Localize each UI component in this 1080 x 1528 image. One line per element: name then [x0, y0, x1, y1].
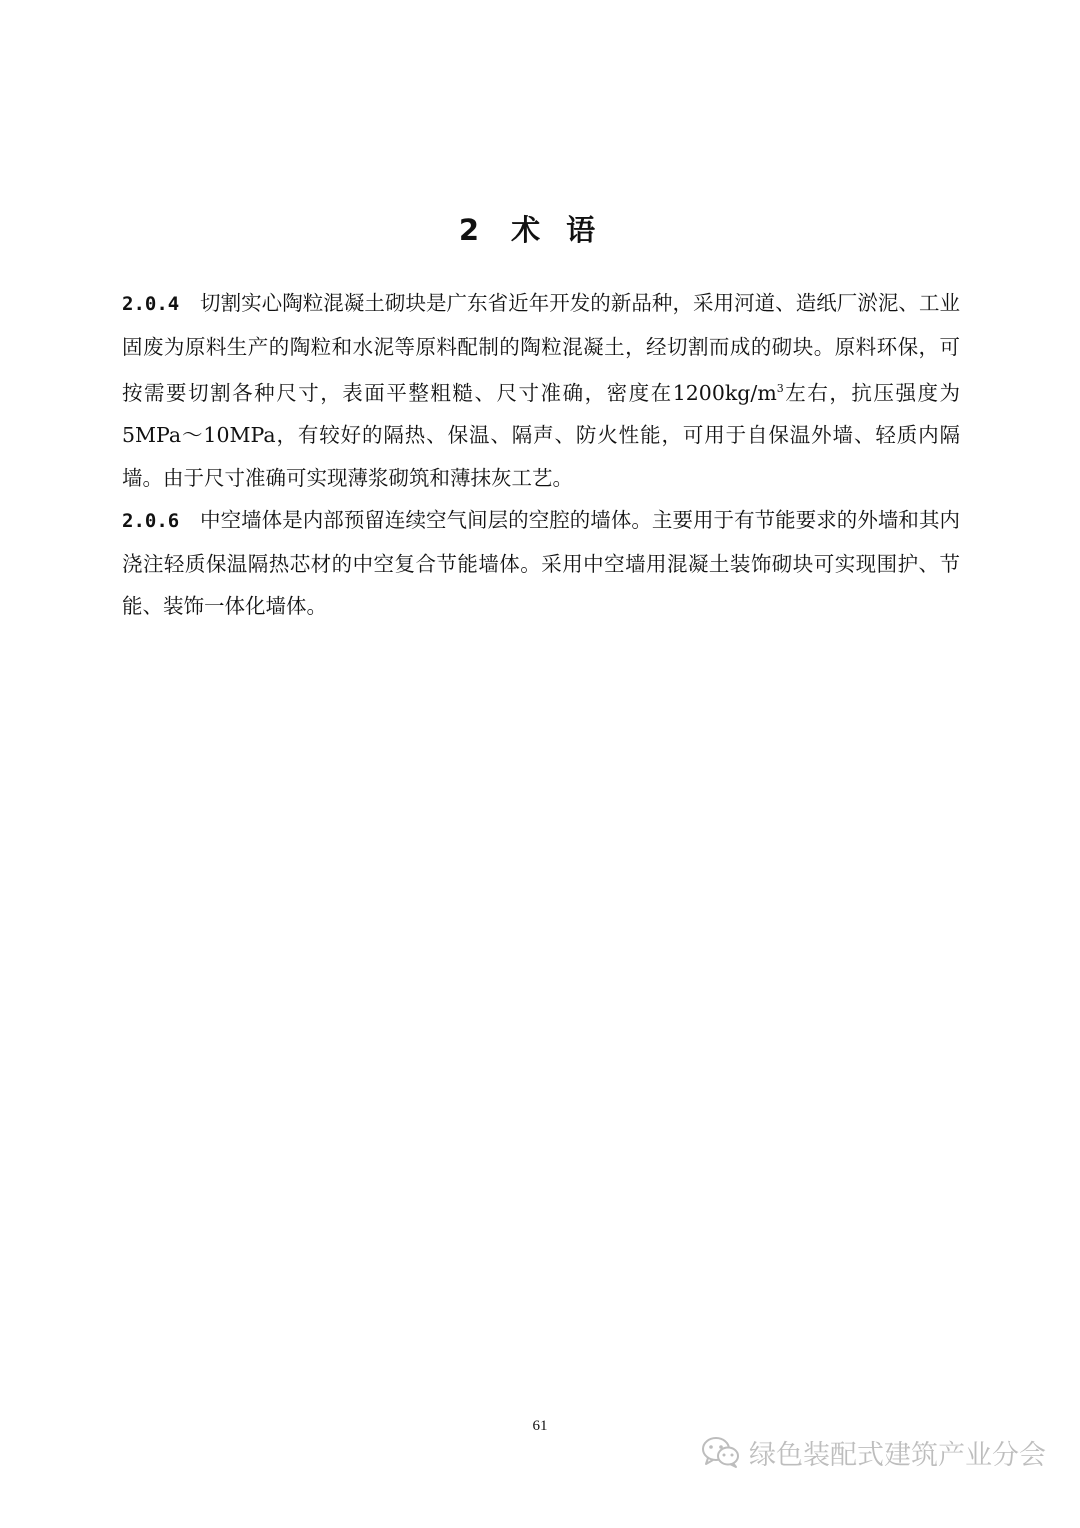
section-number: 2: [458, 213, 488, 247]
clause-2-0-6: [122, 499, 960, 628]
page-title: [0, 208, 1080, 252]
superscript: 3: [776, 382, 784, 395]
clause-number: 2.0.4: [122, 293, 180, 315]
clause-2-0-4: [122, 282, 960, 499]
wechat-icon: [701, 1435, 741, 1469]
clause-list: [122, 282, 960, 628]
clause-text-continued: 左右，抗压强度为5MPa～10MPa，有较好的隔热、保温、隔声、防火性能，可用于自保温外墙、轻质内隔墙。由于尺寸准确可实现薄浆砌筑和薄抹灰工艺。: [122, 380, 961, 490]
watermark: [701, 1430, 1046, 1474]
watermark-text: 绿色装配式建筑产业分会: [749, 1439, 1046, 1471]
clause-text: 中空墙体是内部预留连续空气间层的空腔的墙体。主要用于有节能要求的外墙和其内浇注轻质保温隔热芯材的中空复合节能墙体。采用中空墙用混凝土装饰砌块可实现围护、节能、装饰一体化墙体。: [122, 508, 960, 619]
section-title: 术语: [511, 213, 622, 247]
clause-number: 2.0.6: [122, 510, 180, 533]
page-number: 61: [532, 1418, 548, 1434]
clause-text: 切割实心陶粒混凝土砌块是广东省近年开发的新品种，采用河道、造纸厂淤泥、工业固废为原料生产的陶粒和水泥等原料配制的陶粒混凝土，经切割而成的砌块。原料环保，可按需要切割各种尺寸，表面平整粗糙、尺寸准确，密度在1200kg/m: [122, 291, 960, 405]
